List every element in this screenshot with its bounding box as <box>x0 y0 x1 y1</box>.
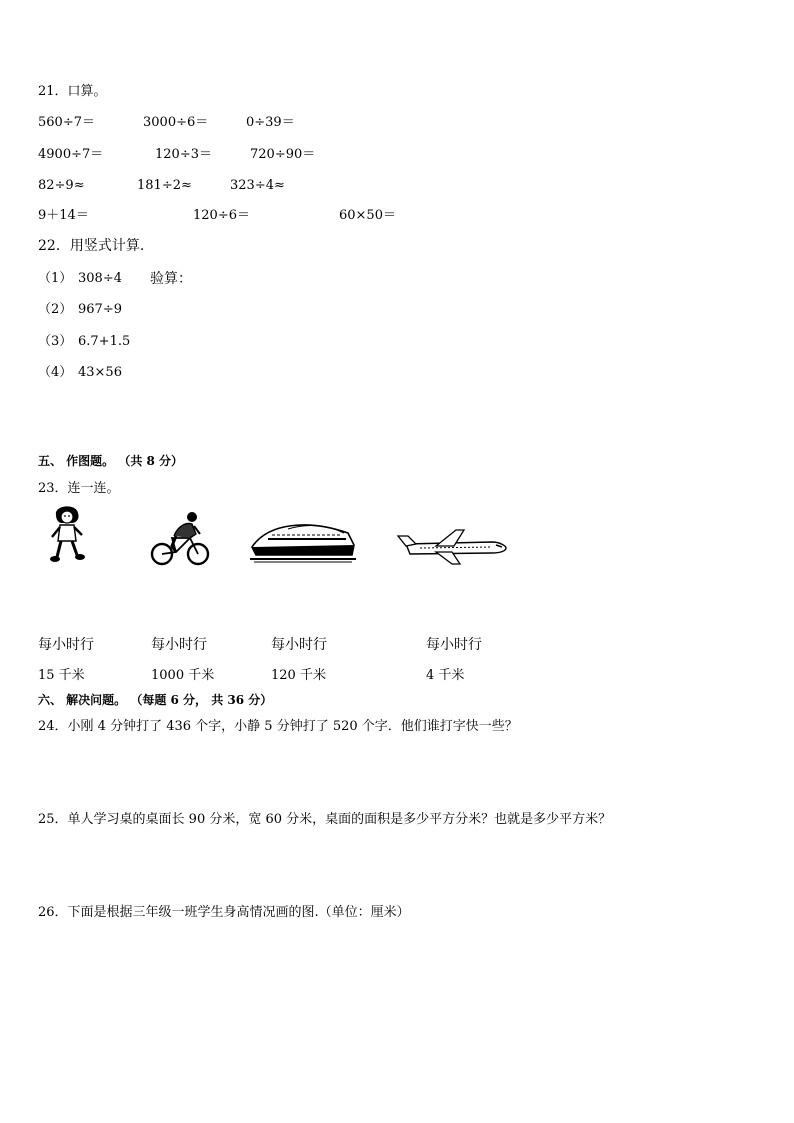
q22-item4-expr: 43×56 <box>78 365 122 380</box>
speed-label-2: 每小时行 <box>151 637 207 653</box>
cyclist-icon <box>150 508 210 568</box>
q22-item3-num: （3） <box>38 334 73 349</box>
q21-r4-c3: 60×50＝ <box>339 208 396 223</box>
q21-r2-c2: 120÷3＝ <box>155 147 212 162</box>
q21-r4-c2: 120÷6＝ <box>193 208 250 223</box>
q21-r1-c1: 560÷7＝ <box>38 115 95 130</box>
speed-label-3: 每小时行 <box>271 637 327 653</box>
q22-item2-expr: 967÷9 <box>78 302 122 317</box>
speed-value-1: 15 千米 <box>38 668 85 683</box>
q21-r3-c1: 82÷9≈ <box>38 178 85 193</box>
q22-check-label: 验算： <box>150 271 192 287</box>
q26-text: 26．下面是根据三年级一班学生身高情况画的图.（单位：厘米） <box>38 905 410 920</box>
q22-item1-expr: 308÷4 <box>78 271 122 286</box>
section5-title: 五、 作图题。 （共 8 分） <box>38 454 184 468</box>
q22-title: 22．用竖式计算. <box>38 238 145 254</box>
q21-r2-c1: 4900÷7＝ <box>38 147 104 162</box>
q22-item4-num: （4） <box>38 365 73 380</box>
speed-value-3: 120 千米 <box>271 668 326 683</box>
airplane-icon <box>396 526 508 566</box>
child-walking-icon <box>46 503 88 565</box>
section6-title: 六、 解决问题。 （每题 6 分， 共 36 分） <box>38 693 273 707</box>
q21-title: 21．口算。 <box>38 84 107 99</box>
speed-label-4: 每小时行 <box>426 637 482 653</box>
q22-item1-num: （1） <box>38 271 73 286</box>
train-icon <box>248 515 358 565</box>
q22-item3-expr: 6.7+1.5 <box>78 334 131 349</box>
q21-r3-c3: 323÷4≈ <box>230 178 285 193</box>
q21-r4-c1: 9＋14＝ <box>38 208 89 223</box>
q21-r3-c2: 181÷2≈ <box>137 178 192 193</box>
q21-r2-c3: 720÷90＝ <box>250 147 316 162</box>
speed-label-1: 每小时行 <box>38 637 94 653</box>
q22-item2-num: （2） <box>38 302 73 317</box>
q24-text: 24．小刚 4 分钟打了 436 个字，小静 5 分钟打了 520 个字．他们谁打字快一些？ <box>38 719 518 734</box>
speed-value-4: 4 千米 <box>426 668 465 683</box>
speed-value-2: 1000 千米 <box>151 668 215 683</box>
q21-r1-c3: 0÷39＝ <box>246 115 295 130</box>
q23-title: 23．连一连。 <box>38 481 120 496</box>
q21-r1-c2: 3000÷6＝ <box>143 115 209 130</box>
q25-text: 25．单人学习桌的桌面长 90 分米，宽 60 分米，桌面的面积是多少平方分米？也就是多少平方米？ <box>38 812 612 827</box>
